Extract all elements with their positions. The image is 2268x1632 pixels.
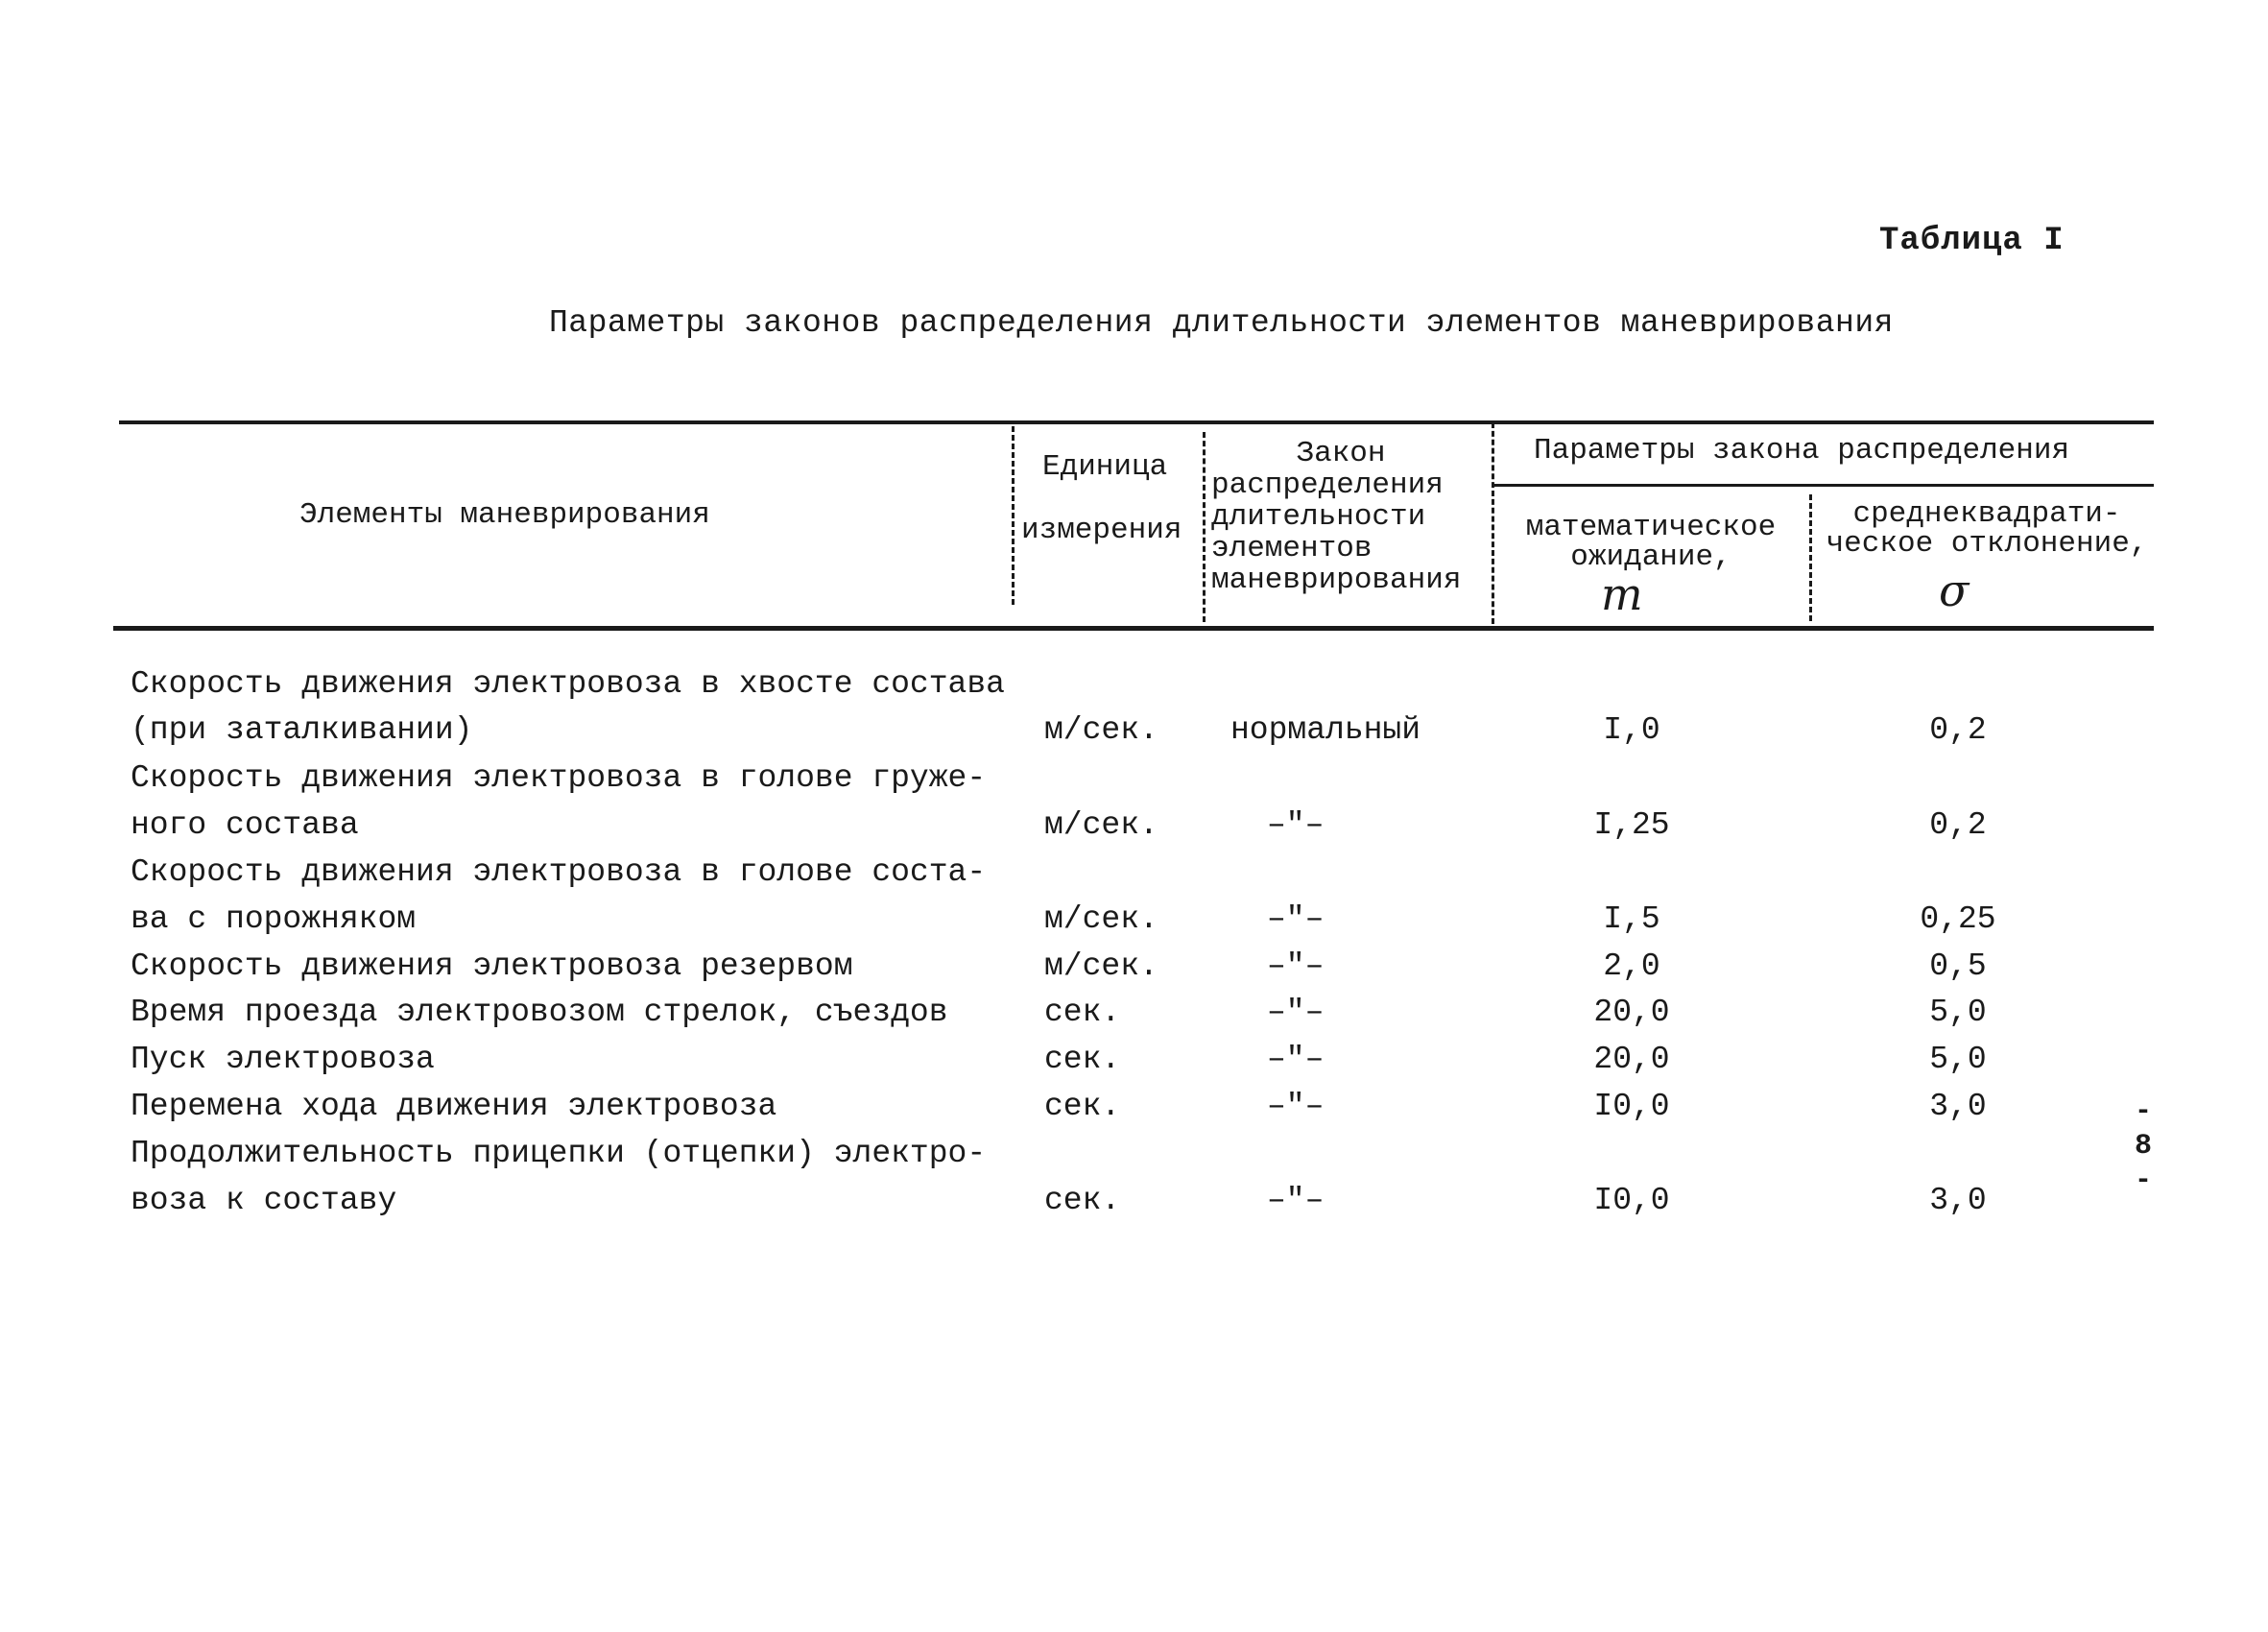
column-divider-3: [1492, 422, 1494, 624]
row-1-name-line1: Скорость движения электровоза в хвосте состава: [131, 666, 1005, 702]
mean-symbol: m: [1601, 568, 1643, 620]
row-8-name-line2: воза к составу: [131, 1183, 397, 1218]
row-5-name: Время проезда электровозом стрелок, съездов: [131, 995, 948, 1030]
header-bottom-rule: [113, 626, 2154, 631]
header-law-line4: элементов: [1211, 532, 1373, 565]
table-label: Таблица I: [1879, 223, 2065, 259]
row-2-unit: м/сек.: [1044, 807, 1158, 843]
row-3-law: –"–: [1267, 901, 1325, 937]
row-1-name-line2: (при заталкивании): [131, 712, 473, 748]
header-law-line3: длительности: [1211, 500, 1426, 534]
row-2-name-line2: ного состава: [131, 807, 359, 843]
row-3-unit: м/сек.: [1044, 901, 1158, 937]
std-symbol: σ: [1939, 564, 1970, 616]
row-5-mean: 20,0: [1593, 995, 1670, 1030]
row-7-unit: сек.: [1044, 1089, 1121, 1124]
row-7-std: 3,0: [1929, 1089, 1987, 1124]
row-6-std: 5,0: [1929, 1042, 1987, 1077]
row-7-name: Перемена хода движения электровоза: [131, 1089, 777, 1124]
header-law: [1211, 438, 1490, 596]
header-unit-line2: измерения: [1021, 514, 1182, 547]
header-law-line5: маневрирования: [1211, 564, 1462, 597]
row-5-unit: сек.: [1044, 995, 1121, 1030]
row-7-law: –"–: [1267, 1089, 1325, 1124]
table-caption: Параметры законов распределения длительности элементов маневрирования: [549, 305, 1894, 341]
row-4-std: 0,5: [1929, 948, 1987, 984]
header-unit-line1: Единица: [1042, 450, 1168, 484]
row-3-std: 0,25: [1920, 901, 1996, 937]
header-std: [1814, 499, 2160, 559]
row-6-law: –"–: [1267, 1042, 1325, 1077]
params-sub-rule: [1493, 484, 2154, 487]
row-4-unit: м/сек.: [1044, 948, 1158, 984]
row-6-mean: 20,0: [1593, 1042, 1670, 1077]
row-8-std: 3,0: [1929, 1183, 1987, 1218]
row-4-name: Скорость движения электровоза резервом: [131, 948, 853, 984]
row-8-name-line1: Продолжительность прицепки (отцепки) электро-: [131, 1136, 987, 1171]
header-mean: [1507, 513, 1795, 572]
row-5-law: –"–: [1267, 995, 1325, 1030]
row-8-law: –"–: [1267, 1183, 1325, 1218]
row-4-mean: 2,0: [1603, 948, 1660, 984]
row-2-name-line1: Скорость движения электровоза в голове груже-: [131, 760, 987, 796]
row-2-mean: I,25: [1593, 807, 1670, 843]
row-4-law: –"–: [1267, 948, 1325, 984]
row-3-mean: I,5: [1603, 901, 1660, 937]
page-number: - 8 -: [2134, 1095, 2152, 1197]
row-1-std: 0,2: [1929, 712, 1987, 748]
row-3-name-line1: Скорость движения электровоза в голове соста-: [131, 854, 987, 890]
row-2-law: –"–: [1267, 807, 1325, 843]
row-1-law: нормальный: [1230, 712, 1421, 748]
table-top-rule: [119, 420, 2154, 424]
header-mean-line2: ожидание,: [1570, 540, 1731, 574]
header-law-line1: Закон: [1296, 437, 1386, 470]
row-6-name: Пуск электровоза: [131, 1042, 435, 1077]
row-6-unit: сек.: [1044, 1042, 1121, 1077]
header-std-line2: ческое отклонение,: [1826, 527, 2148, 561]
row-8-unit: сек.: [1044, 1183, 1121, 1218]
column-divider-4: [1809, 494, 1812, 621]
row-5-std: 5,0: [1929, 995, 1987, 1030]
header-elements: Элементы маневрирования: [299, 498, 710, 532]
header-mean-line1: математическое: [1525, 511, 1777, 544]
row-2-std: 0,2: [1929, 807, 1987, 843]
header-std-line1: среднеквадрати-: [1852, 497, 2121, 531]
row-3-name-line2: ва с порожняком: [131, 901, 417, 937]
column-divider-1: [1012, 426, 1015, 605]
header-law-line2: распределения: [1211, 468, 1444, 502]
row-1-mean: I,0: [1603, 712, 1660, 748]
header-params: Параметры закона распределения: [1534, 434, 2070, 468]
column-divider-2: [1203, 432, 1206, 622]
row-8-mean: I0,0: [1593, 1183, 1670, 1218]
row-1-unit: м/сек.: [1044, 712, 1158, 748]
row-7-mean: I0,0: [1593, 1089, 1670, 1124]
